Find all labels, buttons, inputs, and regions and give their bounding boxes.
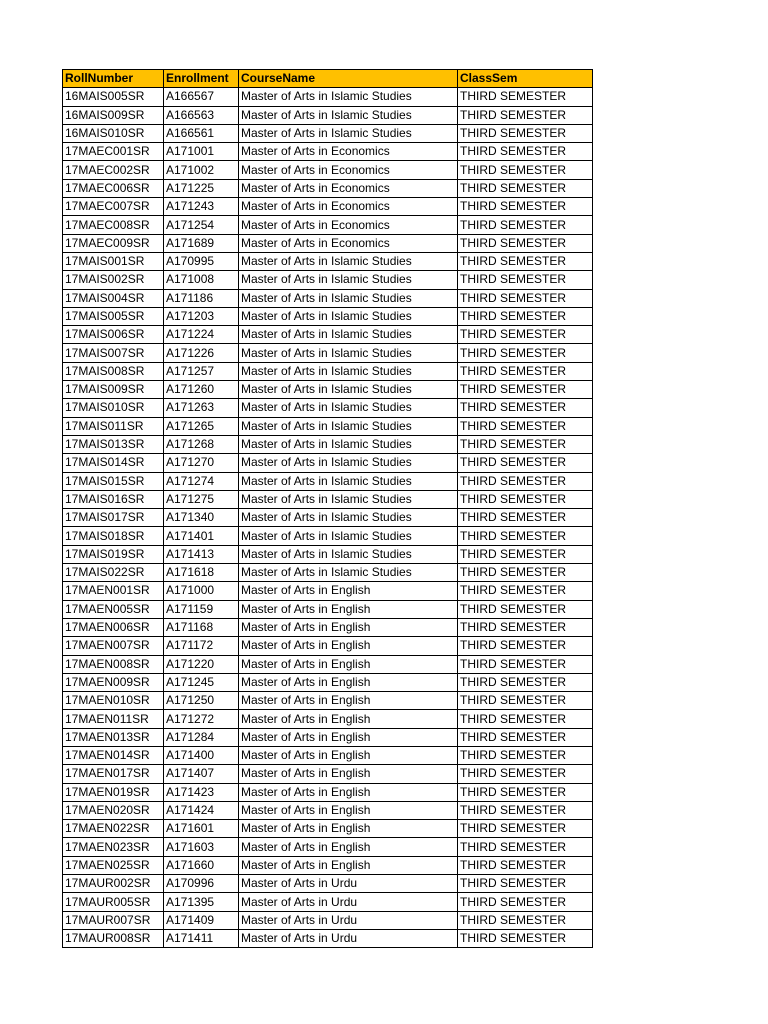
cell-roll-number: 17MAIS009SR (63, 381, 164, 399)
cell-course-name: Master of Arts in Economics (239, 161, 458, 179)
cell-roll-number: 17MAEN023SR (63, 838, 164, 856)
cell-enrollment: A171243 (164, 198, 239, 216)
cell-course-name: Master of Arts in Islamic Studies (239, 271, 458, 289)
cell-class-sem: THIRD SEMESTER (458, 692, 593, 710)
cell-roll-number: 17MAUR002SR (63, 875, 164, 893)
table-row (63, 545, 593, 563)
table-row (63, 435, 593, 453)
table-row (63, 600, 593, 618)
cell-class-sem: THIRD SEMESTER (458, 820, 593, 838)
cell-enrollment: A171424 (164, 801, 239, 819)
table-row (63, 161, 593, 179)
cell-course-name: Master of Arts in Islamic Studies (239, 252, 458, 270)
cell-enrollment: A171257 (164, 362, 239, 380)
cell-class-sem: THIRD SEMESTER (458, 783, 593, 801)
cell-enrollment: A171001 (164, 143, 239, 161)
table-row (63, 289, 593, 307)
table-row (63, 454, 593, 472)
cell-enrollment: A171250 (164, 692, 239, 710)
cell-roll-number: 17MAIS004SR (63, 289, 164, 307)
cell-enrollment: A166567 (164, 88, 239, 106)
table-row (63, 472, 593, 490)
cell-enrollment: A171411 (164, 929, 239, 947)
cell-roll-number: 17MAEN022SR (63, 820, 164, 838)
cell-enrollment: A171270 (164, 454, 239, 472)
cell-course-name: Master of Arts in English (239, 746, 458, 764)
cell-course-name: Master of Arts in Islamic Studies (239, 564, 458, 582)
cell-roll-number: 16MAIS010SR (63, 124, 164, 142)
cell-roll-number: 17MAEC001SR (63, 143, 164, 161)
cell-class-sem: THIRD SEMESTER (458, 198, 593, 216)
cell-enrollment: A171225 (164, 179, 239, 197)
cell-roll-number: 17MAIS007SR (63, 344, 164, 362)
table-row (63, 783, 593, 801)
cell-class-sem: THIRD SEMESTER (458, 618, 593, 636)
table-row (63, 564, 593, 582)
cell-course-name: Master of Arts in Economics (239, 216, 458, 234)
cell-class-sem: THIRD SEMESTER (458, 710, 593, 728)
column-header-course-name: CourseName (239, 70, 458, 88)
cell-roll-number: 17MAIS016SR (63, 490, 164, 508)
cell-course-name: Master of Arts in Islamic Studies (239, 344, 458, 362)
cell-enrollment: A171245 (164, 673, 239, 691)
cell-roll-number: 17MAEN013SR (63, 728, 164, 746)
cell-class-sem: THIRD SEMESTER (458, 838, 593, 856)
cell-class-sem: THIRD SEMESTER (458, 106, 593, 124)
table-row (63, 179, 593, 197)
table-row (63, 124, 593, 142)
cell-class-sem: THIRD SEMESTER (458, 161, 593, 179)
cell-course-name: Master of Arts in Urdu (239, 911, 458, 929)
cell-course-name: Master of Arts in Islamic Studies (239, 435, 458, 453)
cell-roll-number: 17MAEC007SR (63, 198, 164, 216)
cell-roll-number: 17MAEN008SR (63, 655, 164, 673)
cell-roll-number: 17MAIS014SR (63, 454, 164, 472)
table-row (63, 673, 593, 691)
table-row (63, 710, 593, 728)
cell-enrollment: A171186 (164, 289, 239, 307)
cell-enrollment: A171159 (164, 600, 239, 618)
table-row (63, 728, 593, 746)
table-body (63, 88, 593, 948)
cell-course-name: Master of Arts in English (239, 582, 458, 600)
table-row (63, 929, 593, 947)
cell-course-name: Master of Arts in Urdu (239, 929, 458, 947)
cell-class-sem: THIRD SEMESTER (458, 454, 593, 472)
cell-course-name: Master of Arts in Islamic Studies (239, 509, 458, 527)
cell-enrollment: A171601 (164, 820, 239, 838)
table-row (63, 234, 593, 252)
cell-class-sem: THIRD SEMESTER (458, 399, 593, 417)
cell-class-sem: THIRD SEMESTER (458, 362, 593, 380)
cell-course-name: Master of Arts in English (239, 600, 458, 618)
cell-enrollment: A171254 (164, 216, 239, 234)
cell-class-sem: THIRD SEMESTER (458, 527, 593, 545)
cell-roll-number: 17MAEN020SR (63, 801, 164, 819)
cell-enrollment: A171203 (164, 307, 239, 325)
cell-class-sem: THIRD SEMESTER (458, 88, 593, 106)
table-row (63, 765, 593, 783)
table-row (63, 692, 593, 710)
cell-class-sem: THIRD SEMESTER (458, 344, 593, 362)
cell-enrollment: A166561 (164, 124, 239, 142)
cell-course-name: Master of Arts in English (239, 655, 458, 673)
cell-enrollment: A171220 (164, 655, 239, 673)
cell-enrollment: A171603 (164, 838, 239, 856)
table-row (63, 399, 593, 417)
cell-course-name: Master of Arts in English (239, 765, 458, 783)
cell-roll-number: 17MAIS019SR (63, 545, 164, 563)
cell-enrollment: A171660 (164, 856, 239, 874)
cell-roll-number: 17MAIS010SR (63, 399, 164, 417)
cell-course-name: Master of Arts in English (239, 710, 458, 728)
cell-class-sem: THIRD SEMESTER (458, 234, 593, 252)
cell-roll-number: 17MAEN001SR (63, 582, 164, 600)
cell-class-sem: THIRD SEMESTER (458, 472, 593, 490)
cell-roll-number: 17MAIS001SR (63, 252, 164, 270)
cell-course-name: Master of Arts in Islamic Studies (239, 490, 458, 508)
cell-enrollment: A166563 (164, 106, 239, 124)
table-row (63, 582, 593, 600)
table-row (63, 637, 593, 655)
table-row (63, 307, 593, 325)
cell-roll-number: 17MAIS008SR (63, 362, 164, 380)
table-row (63, 143, 593, 161)
cell-enrollment: A171407 (164, 765, 239, 783)
cell-roll-number: 17MAEN019SR (63, 783, 164, 801)
cell-class-sem: THIRD SEMESTER (458, 143, 593, 161)
table-row (63, 362, 593, 380)
header-row (63, 70, 593, 88)
table-row (63, 417, 593, 435)
cell-class-sem: THIRD SEMESTER (458, 435, 593, 453)
cell-roll-number: 17MAUR008SR (63, 929, 164, 947)
table-row (63, 801, 593, 819)
cell-class-sem: THIRD SEMESTER (458, 637, 593, 655)
cell-class-sem: THIRD SEMESTER (458, 765, 593, 783)
table-row (63, 820, 593, 838)
cell-class-sem: THIRD SEMESTER (458, 509, 593, 527)
cell-roll-number: 17MAEN017SR (63, 765, 164, 783)
cell-roll-number: 17MAIS005SR (63, 307, 164, 325)
cell-class-sem: THIRD SEMESTER (458, 545, 593, 563)
cell-roll-number: 17MAEN010SR (63, 692, 164, 710)
cell-course-name: Master of Arts in Economics (239, 143, 458, 161)
column-header-class-sem: ClassSem (458, 70, 593, 88)
cell-roll-number: 17MAEC009SR (63, 234, 164, 252)
cell-course-name: Master of Arts in English (239, 801, 458, 819)
cell-class-sem: THIRD SEMESTER (458, 381, 593, 399)
cell-class-sem: THIRD SEMESTER (458, 179, 593, 197)
cell-class-sem: THIRD SEMESTER (458, 600, 593, 618)
table-row (63, 252, 593, 270)
cell-enrollment: A170996 (164, 875, 239, 893)
table-row (63, 838, 593, 856)
table-row (63, 893, 593, 911)
table-row (63, 198, 593, 216)
cell-enrollment: A171413 (164, 545, 239, 563)
cell-roll-number: 17MAIS022SR (63, 564, 164, 582)
cell-class-sem: THIRD SEMESTER (458, 582, 593, 600)
cell-enrollment: A171423 (164, 783, 239, 801)
student-table (62, 69, 593, 948)
table-row (63, 326, 593, 344)
cell-course-name: Master of Arts in English (239, 820, 458, 838)
cell-course-name: Master of Arts in English (239, 783, 458, 801)
cell-course-name: Master of Arts in English (239, 618, 458, 636)
cell-class-sem: THIRD SEMESTER (458, 326, 593, 344)
cell-roll-number: 17MAEN005SR (63, 600, 164, 618)
cell-roll-number: 17MAEN009SR (63, 673, 164, 691)
cell-roll-number: 16MAIS005SR (63, 88, 164, 106)
cell-class-sem: THIRD SEMESTER (458, 801, 593, 819)
cell-enrollment: A171689 (164, 234, 239, 252)
cell-course-name: Master of Arts in Islamic Studies (239, 307, 458, 325)
table-row (63, 911, 593, 929)
table-row (63, 381, 593, 399)
cell-roll-number: 17MAIS013SR (63, 435, 164, 453)
cell-class-sem: THIRD SEMESTER (458, 893, 593, 911)
cell-class-sem: THIRD SEMESTER (458, 124, 593, 142)
cell-roll-number: 16MAIS009SR (63, 106, 164, 124)
cell-enrollment: A171172 (164, 637, 239, 655)
cell-class-sem: THIRD SEMESTER (458, 289, 593, 307)
table-row (63, 856, 593, 874)
table-row (63, 618, 593, 636)
cell-roll-number: 17MAIS002SR (63, 271, 164, 289)
cell-course-name: Master of Arts in Islamic Studies (239, 88, 458, 106)
cell-enrollment: A171002 (164, 161, 239, 179)
cell-roll-number: 17MAEN011SR (63, 710, 164, 728)
cell-enrollment: A171340 (164, 509, 239, 527)
table-row (63, 106, 593, 124)
cell-enrollment: A171265 (164, 417, 239, 435)
table-row (63, 527, 593, 545)
cell-course-name: Master of Arts in English (239, 637, 458, 655)
cell-roll-number: 17MAIS011SR (63, 417, 164, 435)
cell-course-name: Master of Arts in English (239, 673, 458, 691)
cell-class-sem: THIRD SEMESTER (458, 673, 593, 691)
cell-class-sem: THIRD SEMESTER (458, 655, 593, 673)
cell-roll-number: 17MAIS015SR (63, 472, 164, 490)
cell-course-name: Master of Arts in English (239, 728, 458, 746)
cell-enrollment: A171268 (164, 435, 239, 453)
cell-roll-number: 17MAEN025SR (63, 856, 164, 874)
cell-roll-number: 17MAEC008SR (63, 216, 164, 234)
cell-course-name: Master of Arts in Islamic Studies (239, 472, 458, 490)
cell-class-sem: THIRD SEMESTER (458, 875, 593, 893)
cell-enrollment: A171395 (164, 893, 239, 911)
cell-course-name: Master of Arts in English (239, 838, 458, 856)
cell-course-name: Master of Arts in Economics (239, 234, 458, 252)
cell-class-sem: THIRD SEMESTER (458, 911, 593, 929)
cell-course-name: Master of Arts in Islamic Studies (239, 454, 458, 472)
cell-enrollment: A171400 (164, 746, 239, 764)
cell-enrollment: A171226 (164, 344, 239, 362)
cell-course-name: Master of Arts in Islamic Studies (239, 289, 458, 307)
table-row (63, 344, 593, 362)
cell-course-name: Master of Arts in Economics (239, 179, 458, 197)
cell-enrollment: A171409 (164, 911, 239, 929)
cell-course-name: Master of Arts in Urdu (239, 875, 458, 893)
cell-enrollment: A171284 (164, 728, 239, 746)
cell-roll-number: 17MAUR005SR (63, 893, 164, 911)
cell-roll-number: 17MAIS006SR (63, 326, 164, 344)
cell-roll-number: 17MAEC002SR (63, 161, 164, 179)
cell-course-name: Master of Arts in Islamic Studies (239, 527, 458, 545)
cell-enrollment: A171000 (164, 582, 239, 600)
cell-class-sem: THIRD SEMESTER (458, 728, 593, 746)
cell-roll-number: 17MAUR007SR (63, 911, 164, 929)
cell-enrollment: A171272 (164, 710, 239, 728)
cell-class-sem: THIRD SEMESTER (458, 856, 593, 874)
cell-enrollment: A170995 (164, 252, 239, 270)
cell-course-name: Master of Arts in English (239, 692, 458, 710)
cell-class-sem: THIRD SEMESTER (458, 271, 593, 289)
cell-course-name: Master of Arts in Islamic Studies (239, 417, 458, 435)
cell-roll-number: 17MAEC006SR (63, 179, 164, 197)
cell-course-name: Master of Arts in Islamic Studies (239, 326, 458, 344)
cell-roll-number: 17MAEN006SR (63, 618, 164, 636)
cell-class-sem: THIRD SEMESTER (458, 417, 593, 435)
table-row (63, 655, 593, 673)
cell-enrollment: A171618 (164, 564, 239, 582)
cell-enrollment: A171260 (164, 381, 239, 399)
cell-class-sem: THIRD SEMESTER (458, 252, 593, 270)
cell-roll-number: 17MAEN014SR (63, 746, 164, 764)
table-row (63, 509, 593, 527)
cell-class-sem: THIRD SEMESTER (458, 490, 593, 508)
cell-course-name: Master of Arts in Islamic Studies (239, 399, 458, 417)
column-header-roll-number: RollNumber (63, 70, 164, 88)
cell-class-sem: THIRD SEMESTER (458, 307, 593, 325)
table-row (63, 88, 593, 106)
cell-roll-number: 17MAEN007SR (63, 637, 164, 655)
column-header-enrollment: Enrollment (164, 70, 239, 88)
cell-course-name: Master of Arts in Islamic Studies (239, 381, 458, 399)
cell-course-name: Master of Arts in Islamic Studies (239, 106, 458, 124)
cell-class-sem: THIRD SEMESTER (458, 216, 593, 234)
cell-course-name: Master of Arts in Economics (239, 198, 458, 216)
table-row (63, 271, 593, 289)
cell-class-sem: THIRD SEMESTER (458, 929, 593, 947)
table-row (63, 216, 593, 234)
table-row (63, 875, 593, 893)
cell-class-sem: THIRD SEMESTER (458, 746, 593, 764)
cell-enrollment: A171168 (164, 618, 239, 636)
cell-course-name: Master of Arts in Islamic Studies (239, 545, 458, 563)
cell-roll-number: 17MAIS018SR (63, 527, 164, 545)
table-row (63, 746, 593, 764)
cell-course-name: Master of Arts in English (239, 856, 458, 874)
cell-roll-number: 17MAIS017SR (63, 509, 164, 527)
cell-course-name: Master of Arts in Urdu (239, 893, 458, 911)
cell-enrollment: A171274 (164, 472, 239, 490)
cell-enrollment: A171008 (164, 271, 239, 289)
cell-class-sem: THIRD SEMESTER (458, 564, 593, 582)
cell-enrollment: A171224 (164, 326, 239, 344)
table-row (63, 490, 593, 508)
cell-enrollment: A171263 (164, 399, 239, 417)
cell-course-name: Master of Arts in Islamic Studies (239, 124, 458, 142)
cell-course-name: Master of Arts in Islamic Studies (239, 362, 458, 380)
cell-enrollment: A171275 (164, 490, 239, 508)
cell-enrollment: A171401 (164, 527, 239, 545)
